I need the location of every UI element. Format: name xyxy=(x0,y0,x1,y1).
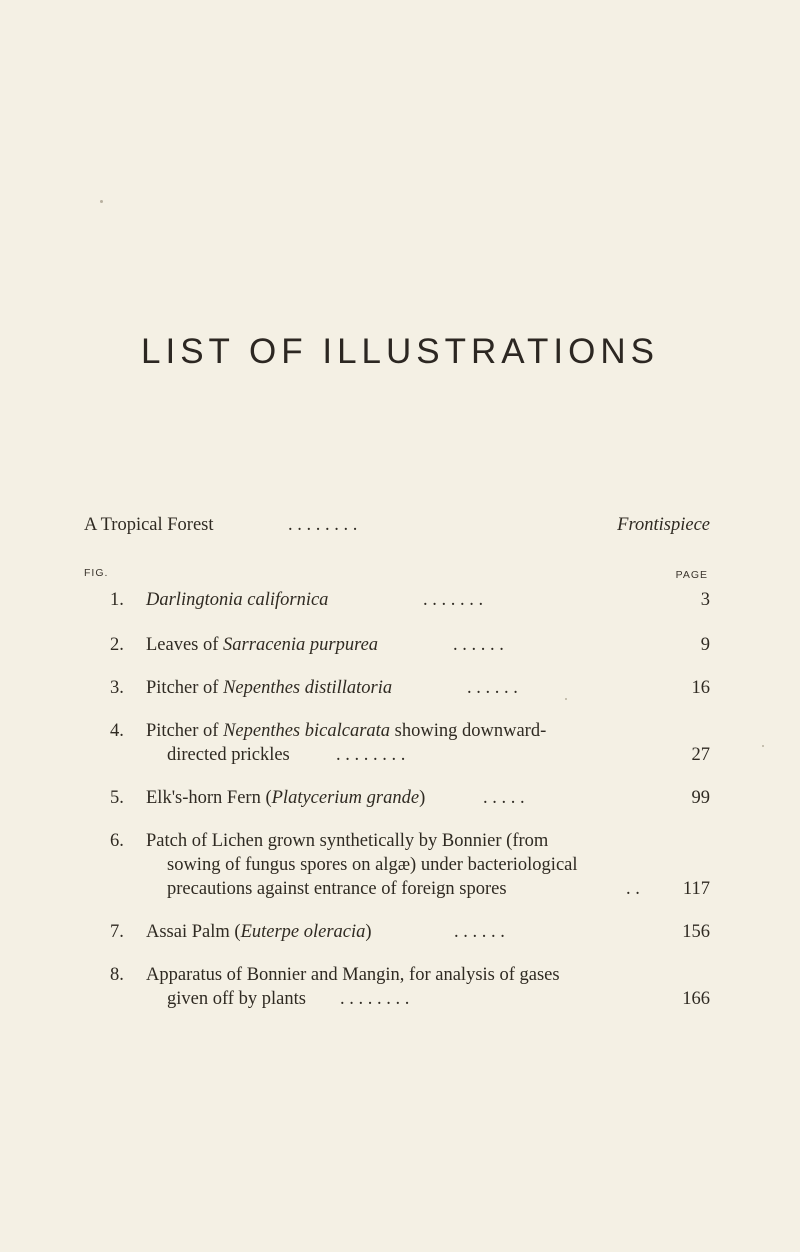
fig-column-header: FIG. xyxy=(84,567,109,579)
page-column-header: PAGE xyxy=(675,569,708,581)
figure-number: 5. xyxy=(110,788,124,808)
frontispiece-leader: . . . . . . . . xyxy=(288,515,358,535)
dot-leader: . . . . . . xyxy=(467,678,518,698)
dot-leader: . . . . . . . xyxy=(423,590,484,610)
figure-caption-line3: precautions against entrance of foreign spores xyxy=(167,879,507,899)
figure-caption: Leaves of Sarracenia purpurea xyxy=(146,635,379,655)
figure-number: 4. xyxy=(110,721,124,741)
figure-caption: Pitcher of Nepenthes bicalcarata showing downward- xyxy=(146,721,547,741)
figure-caption: Patch of Lichen grown synthetically by Bonnier (from xyxy=(146,831,549,851)
paper-speck xyxy=(100,200,103,203)
figure-number: 1. xyxy=(110,590,124,610)
figure-caption: Assai Palm (Euterpe oleracia) xyxy=(146,922,372,942)
paper-speck xyxy=(565,698,567,700)
figure-caption: Darlingtonia californica xyxy=(146,590,329,610)
frontispiece-page: Frontispiece xyxy=(617,515,710,535)
page-number: 166 xyxy=(682,989,710,1009)
dot-leader: . . . . . . . . xyxy=(336,745,406,765)
dot-leader: . . . . . . xyxy=(453,635,504,655)
dot-leader: . . . . . xyxy=(483,788,525,808)
page-number: 99 xyxy=(691,788,710,808)
figure-number: 2. xyxy=(110,635,124,655)
figure-caption: Elk's-horn Fern (Platycerium grande) xyxy=(146,788,426,808)
page-number: 16 xyxy=(691,678,710,698)
page-number: 3 xyxy=(700,590,710,610)
page-number: 156 xyxy=(682,922,710,942)
dot-leader: . . xyxy=(626,879,640,899)
figure-number: 8. xyxy=(110,965,124,985)
dot-leader: . . . . . . xyxy=(454,922,505,942)
figure-caption: Apparatus of Bonnier and Mangin, for analysis of gases xyxy=(146,965,560,985)
dot-leader: . . . . . . . . xyxy=(340,989,410,1009)
paper-speck xyxy=(762,745,764,747)
figure-number: 7. xyxy=(110,922,124,942)
figure-caption-line2: sowing of fungus spores on algæ) under bacteriological xyxy=(167,855,578,875)
figure-number: 3. xyxy=(110,678,124,698)
frontispiece-label: A Tropical Forest xyxy=(84,515,214,535)
figure-number: 6. xyxy=(110,831,124,851)
page-number: 27 xyxy=(691,745,710,765)
figure-caption-line2: given off by plants xyxy=(167,989,306,1009)
page-number: 117 xyxy=(682,879,710,899)
figure-caption: Pitcher of Nepenthes distillatoria xyxy=(146,678,393,698)
page-title: LIST OF ILLUSTRATIONS xyxy=(141,332,659,371)
page-number: 9 xyxy=(700,635,710,655)
figure-caption-line2: directed prickles xyxy=(167,745,290,765)
